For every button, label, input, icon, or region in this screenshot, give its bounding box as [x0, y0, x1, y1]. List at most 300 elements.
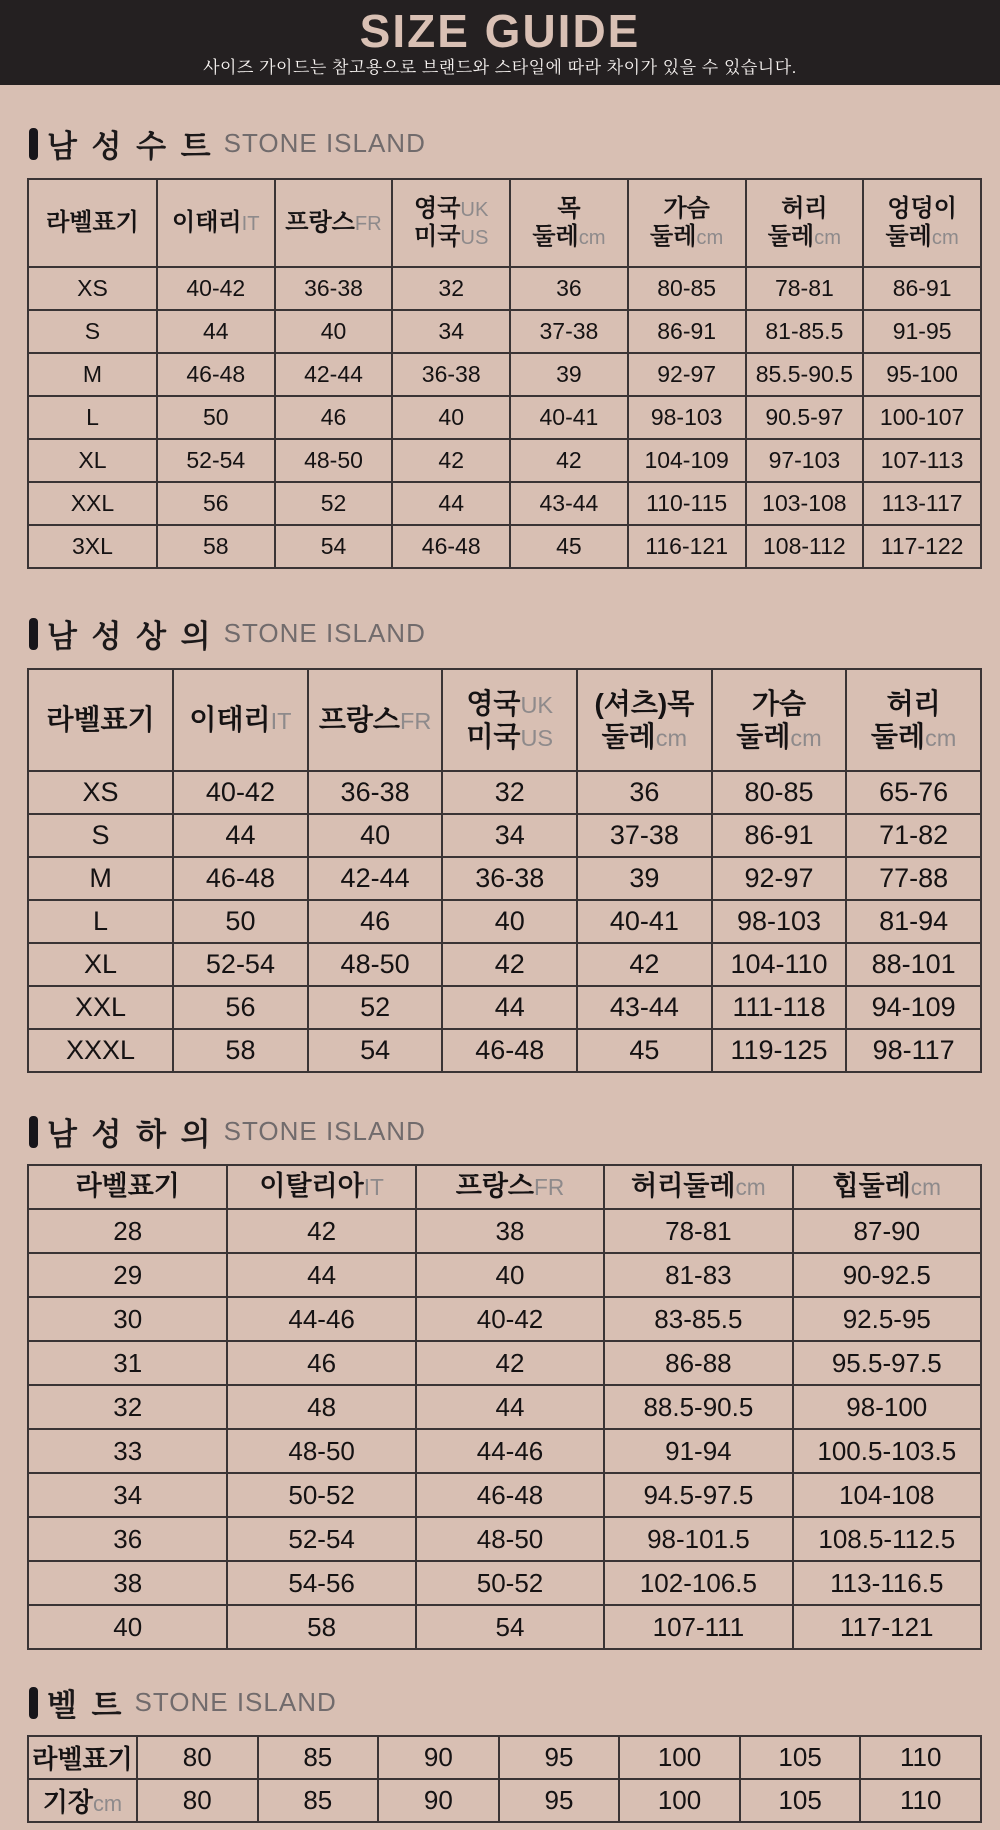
value-cell: 42: [442, 943, 577, 986]
label-cell: XXL: [28, 986, 173, 1029]
table-row: [28, 814, 981, 857]
value-cell: 40: [392, 396, 510, 439]
header-line: [31, 1171, 224, 1203]
value-cell: 40: [275, 310, 393, 353]
value-cell: 111-118: [712, 986, 847, 1029]
section-brand: STONE ISLAND: [223, 128, 426, 158]
header-line: [580, 687, 709, 720]
header-line: [31, 703, 170, 736]
value-cell: 58: [227, 1605, 415, 1649]
value-cell: 77-88: [846, 857, 981, 900]
section-heading: [29, 121, 982, 166]
header-line: [849, 720, 978, 753]
label-cell: 32: [28, 1385, 227, 1429]
header-text: 프랑스: [455, 1171, 535, 1202]
value-cell: 85: [258, 1779, 379, 1822]
value-cell: 40-42: [173, 771, 308, 814]
column-header-cell: [28, 1165, 227, 1209]
value-cell: 94.5-97.5: [604, 1473, 792, 1517]
unit-suffix: UK: [520, 691, 554, 718]
table-header: [28, 669, 981, 771]
section-title: 남 성 상 의: [47, 619, 214, 654]
value-cell: 98-100: [793, 1385, 981, 1429]
table-row: [28, 1561, 981, 1605]
header-line: [796, 1171, 978, 1203]
section-belt: [27, 1680, 982, 1823]
label-cell: 40: [28, 1605, 227, 1649]
table-row: [28, 1779, 981, 1822]
value-cell: 56: [173, 986, 308, 1029]
header-line: [419, 1171, 601, 1203]
column-header-cell: [416, 1165, 604, 1209]
value-cell: 116-121: [628, 525, 746, 568]
value-cell: 44: [157, 310, 275, 353]
header-line: [445, 687, 574, 720]
column-header-cell: [510, 179, 628, 267]
label-cell: 38: [28, 1561, 227, 1605]
table-body: [28, 1209, 981, 1649]
value-cell: 119-125: [712, 1029, 847, 1072]
value-cell: 36-38: [308, 771, 443, 814]
value-cell: 113-117: [863, 482, 981, 525]
value-cell: 78-81: [746, 267, 864, 310]
table-row: [28, 439, 981, 482]
column-header-cell: [28, 669, 173, 771]
header-text: 둘레: [736, 721, 791, 752]
header-text: 프랑스: [285, 208, 355, 236]
value-cell: 105: [740, 1736, 861, 1779]
table-row: [28, 1341, 981, 1385]
value-cell: 90: [378, 1779, 499, 1822]
value-cell: 44: [416, 1385, 604, 1429]
value-cell: 117-121: [793, 1605, 981, 1649]
label-cell: XS: [28, 267, 157, 310]
value-cell: 36-38: [275, 267, 393, 310]
value-cell: 90: [378, 1736, 499, 1779]
header-line: [631, 195, 743, 223]
value-cell: 52-54: [173, 943, 308, 986]
header-text: 라벨표기: [75, 1171, 180, 1202]
value-cell: 46-48: [173, 857, 308, 900]
table-row: [28, 1605, 981, 1649]
header-text: 둘레: [767, 223, 815, 250]
section-heading: [29, 611, 982, 656]
value-cell: 86-91: [712, 814, 847, 857]
header-line: [715, 720, 844, 753]
unit-suffix: IT: [241, 212, 260, 235]
value-cell: 52: [275, 482, 393, 525]
value-cell: 34: [442, 814, 577, 857]
value-cell: 103-108: [746, 482, 864, 525]
value-cell: 91-94: [604, 1429, 792, 1473]
section-title: 남 성 하 의: [47, 1117, 214, 1152]
header-line: [445, 720, 574, 753]
header-line: [513, 195, 625, 223]
table-row: [28, 353, 981, 396]
section-title: 벨 트: [47, 1688, 125, 1723]
header-line: [31, 209, 154, 237]
column-header-cell: [628, 179, 746, 267]
value-cell: 46-48: [416, 1473, 604, 1517]
title-bar-icon: [29, 1687, 38, 1719]
value-cell: 86-91: [863, 267, 981, 310]
value-cell: 50: [157, 396, 275, 439]
value-cell: 86-88: [604, 1341, 792, 1385]
header-text: 가슴: [751, 687, 807, 719]
unit-suffix: US: [520, 725, 554, 751]
table-row: [28, 1029, 981, 1072]
value-cell: 39: [577, 857, 712, 900]
value-cell: 85: [258, 1736, 379, 1779]
column-header-cell: [173, 669, 308, 771]
size-table-belt: [27, 1735, 982, 1823]
header-line: [311, 703, 440, 736]
page-subtitle: 사이즈 가이드는 참고용으로 브랜드와 스타일에 따라 차이가 있을 수 있습니다.: [203, 57, 797, 77]
value-cell: 52: [308, 986, 443, 1029]
value-cell: 110: [860, 1779, 981, 1822]
label-cell: XL: [28, 439, 157, 482]
label-cell: 33: [28, 1429, 227, 1473]
value-cell: 32: [442, 771, 577, 814]
header-text: 허리: [781, 194, 828, 222]
value-cell: 34: [392, 310, 510, 353]
header-text: 미국: [414, 223, 461, 250]
label-cell: L: [28, 900, 173, 943]
row-header-cell: [28, 1736, 137, 1779]
header-text: 영국: [414, 194, 461, 222]
value-cell: 36: [510, 267, 628, 310]
header-row: [28, 1165, 981, 1209]
value-cell: 104-109: [628, 439, 746, 482]
table-body: [28, 1736, 981, 1822]
value-cell: 48: [227, 1385, 415, 1429]
value-cell: 46-48: [442, 1029, 577, 1072]
header-line: [749, 223, 861, 251]
section-heading: [29, 1680, 982, 1725]
table-row: [28, 310, 981, 353]
value-cell: 98-103: [712, 900, 847, 943]
value-cell: 98-117: [846, 1029, 981, 1072]
table-row: [28, 1209, 981, 1253]
section-mens-suit: [27, 121, 982, 569]
table-row: [28, 1517, 981, 1561]
value-cell: 98-103: [628, 396, 746, 439]
value-cell: 44: [442, 986, 577, 1029]
section-brand: STONE ISLAND: [223, 618, 426, 648]
table-row: [28, 482, 981, 525]
label-cell: 29: [28, 1253, 227, 1297]
value-cell: 42: [227, 1209, 415, 1253]
value-cell: 58: [173, 1029, 308, 1072]
value-cell: 36: [577, 771, 712, 814]
value-cell: 117-122: [863, 525, 981, 568]
value-cell: 44: [227, 1253, 415, 1297]
section-mens-top: [27, 611, 982, 1073]
label-cell: 36: [28, 1517, 227, 1561]
value-cell: 97-103: [746, 439, 864, 482]
unit-suffix: cm: [93, 1791, 123, 1816]
section-heading: [29, 1109, 982, 1154]
table-row: [28, 943, 981, 986]
value-cell: 88.5-90.5: [604, 1385, 792, 1429]
section-title: 남 성 수 트: [47, 129, 214, 164]
header-text: 이태리: [189, 704, 271, 736]
unit-suffix: IT: [270, 708, 292, 735]
unit-suffix: FR: [354, 212, 382, 235]
header-text: 둘레: [650, 223, 697, 250]
unit-suffix: cm: [578, 227, 606, 249]
label-cell: XL: [28, 943, 173, 986]
column-header-cell: [442, 669, 577, 771]
header-line: [160, 209, 272, 237]
unit-suffix: cm: [910, 1174, 942, 1201]
unit-suffix: cm: [931, 227, 959, 249]
header-line: [866, 223, 978, 251]
unit-suffix: FR: [534, 1174, 565, 1201]
title-bar-icon: [29, 618, 38, 650]
header-text: 허리: [886, 687, 941, 719]
table-row: [28, 1297, 981, 1341]
header-text: 프랑스: [318, 704, 400, 736]
value-cell: 46: [275, 396, 393, 439]
value-cell: 105: [740, 1779, 861, 1822]
value-cell: 40: [416, 1253, 604, 1297]
value-cell: 54-56: [227, 1561, 415, 1605]
value-cell: 50-52: [227, 1473, 415, 1517]
value-cell: 94-109: [846, 986, 981, 1029]
header-line: [230, 1171, 412, 1203]
value-cell: 65-76: [846, 771, 981, 814]
section-brand: STONE ISLAND: [134, 1687, 337, 1717]
table-row: [28, 1473, 981, 1517]
header-text: 엉덩이: [887, 194, 957, 222]
column-header-cell: [28, 179, 157, 267]
value-cell: 36-38: [442, 857, 577, 900]
table-header: [28, 179, 981, 267]
value-cell: 45: [510, 525, 628, 568]
label-cell: XXL: [28, 482, 157, 525]
table-row: [28, 267, 981, 310]
value-cell: 40-42: [416, 1297, 604, 1341]
value-cell: 100: [619, 1779, 740, 1822]
value-cell: 113-116.5: [793, 1561, 981, 1605]
header-line: [513, 223, 625, 251]
value-cell: 46-48: [392, 525, 510, 568]
table-row: [28, 857, 981, 900]
value-cell: 48-50: [227, 1429, 415, 1473]
value-cell: 42-44: [308, 857, 443, 900]
label-cell: 34: [28, 1473, 227, 1517]
value-cell: 52-54: [157, 439, 275, 482]
value-cell: 40-41: [577, 900, 712, 943]
column-header-cell: [604, 1165, 792, 1209]
value-cell: 48-50: [308, 943, 443, 986]
value-cell: 40-42: [157, 267, 275, 310]
value-cell: 42-44: [275, 353, 393, 396]
table-row: [28, 900, 981, 943]
value-cell: 95.5-97.5: [793, 1341, 981, 1385]
header-text: 라벨표기: [46, 704, 155, 736]
value-cell: 80-85: [628, 267, 746, 310]
header-line: [395, 195, 507, 223]
value-cell: 81-85.5: [746, 310, 864, 353]
header-line: [176, 703, 305, 736]
column-header-cell: [392, 179, 510, 267]
header-text: 미국: [466, 721, 521, 752]
value-cell: 40: [308, 814, 443, 857]
value-cell: 80-85: [712, 771, 847, 814]
unit-suffix: cm: [655, 725, 688, 751]
label-cell: S: [28, 814, 173, 857]
value-cell: 52-54: [227, 1517, 415, 1561]
value-cell: 91-95: [863, 310, 981, 353]
row-header-cell: [28, 1779, 137, 1822]
value-cell: 44: [392, 482, 510, 525]
header-text: 이탈리아: [259, 1171, 364, 1202]
header-text: (셔츠)목: [594, 687, 695, 719]
header-line: [749, 195, 861, 223]
table-row: [28, 1429, 981, 1473]
value-cell: 108.5-112.5: [793, 1517, 981, 1561]
section-brand: STONE ISLAND: [223, 1116, 426, 1146]
value-cell: 43-44: [577, 986, 712, 1029]
value-cell: 54: [275, 525, 393, 568]
value-cell: 92-97: [628, 353, 746, 396]
value-cell: 83-85.5: [604, 1297, 792, 1341]
value-cell: 80: [137, 1736, 258, 1779]
header-line: [631, 223, 743, 251]
value-cell: 95-100: [863, 353, 981, 396]
value-cell: 85.5-90.5: [746, 353, 864, 396]
header-text: 가슴: [663, 194, 710, 222]
title-bar-icon: [29, 1116, 38, 1148]
table-row: [28, 986, 981, 1029]
header-text: 이태리: [172, 208, 242, 236]
header-text: 허리둘레: [631, 1171, 736, 1202]
table-row: [28, 1253, 981, 1297]
header-row: [28, 669, 981, 771]
value-cell: 100: [619, 1736, 740, 1779]
label-cell: XXXL: [28, 1029, 173, 1072]
value-cell: 40: [442, 900, 577, 943]
header-line: [607, 1171, 789, 1203]
value-cell: 102-106.5: [604, 1561, 792, 1605]
header-text: 라벨표기: [32, 1744, 133, 1774]
unit-suffix: IT: [363, 1174, 384, 1201]
column-header-cell: [157, 179, 275, 267]
column-header-cell: [863, 179, 981, 267]
value-cell: 104-108: [793, 1473, 981, 1517]
column-header-cell: [846, 669, 981, 771]
table-row: [28, 1736, 981, 1779]
section-mens-bottom: [27, 1109, 982, 1650]
value-cell: 81-94: [846, 900, 981, 943]
value-cell: 71-82: [846, 814, 981, 857]
column-header-cell: [308, 669, 443, 771]
sections: [0, 121, 1000, 1823]
unit-suffix: cm: [925, 725, 957, 751]
value-cell: 98-101.5: [604, 1517, 792, 1561]
header-text: 기장: [42, 1787, 94, 1817]
label-cell: 31: [28, 1341, 227, 1385]
value-cell: 40-41: [510, 396, 628, 439]
table-row: [28, 396, 981, 439]
value-cell: 58: [157, 525, 275, 568]
value-cell: 110-115: [628, 482, 746, 525]
value-cell: 44: [173, 814, 308, 857]
label-cell: 30: [28, 1297, 227, 1341]
size-table-mens-bottom: [27, 1164, 982, 1650]
value-cell: 56: [157, 482, 275, 525]
header-text: 둘레: [532, 223, 579, 250]
value-cell: 38: [416, 1209, 604, 1253]
value-cell: 36-38: [392, 353, 510, 396]
value-cell: 104-110: [712, 943, 847, 986]
value-cell: 43-44: [510, 482, 628, 525]
value-cell: 92.5-95: [793, 1297, 981, 1341]
label-cell: 3XL: [28, 525, 157, 568]
column-header-cell: [227, 1165, 415, 1209]
column-header-cell: [577, 669, 712, 771]
header-text: 목: [557, 194, 581, 222]
value-cell: 78-81: [604, 1209, 792, 1253]
value-cell: 95: [499, 1779, 620, 1822]
value-cell: 37-38: [577, 814, 712, 857]
value-cell: 90-92.5: [793, 1253, 981, 1297]
value-cell: 48-50: [416, 1517, 604, 1561]
size-table-mens-top: [27, 668, 982, 1073]
unit-suffix: cm: [696, 227, 724, 249]
value-cell: 110: [860, 1736, 981, 1779]
table-row: [28, 525, 981, 568]
value-cell: 42: [577, 943, 712, 986]
value-cell: 46: [227, 1341, 415, 1385]
label-cell: L: [28, 396, 157, 439]
title-bar-icon: [29, 128, 38, 160]
header-line: [580, 720, 709, 753]
value-cell: 92-97: [712, 857, 847, 900]
value-cell: 88-101: [846, 943, 981, 986]
column-header-cell: [793, 1165, 981, 1209]
table-body: [28, 267, 981, 568]
column-header-cell: [712, 669, 847, 771]
label-cell: M: [28, 857, 173, 900]
unit-suffix: US: [460, 227, 489, 249]
label-cell: 28: [28, 1209, 227, 1253]
header-line: [849, 687, 978, 720]
table-row: [28, 771, 981, 814]
label-cell: M: [28, 353, 157, 396]
header-text: 둘레: [885, 223, 932, 250]
value-cell: 45: [577, 1029, 712, 1072]
label-cell: S: [28, 310, 157, 353]
value-cell: 42: [392, 439, 510, 482]
label-cell: XS: [28, 771, 173, 814]
value-cell: 90.5-97: [746, 396, 864, 439]
value-cell: 44-46: [227, 1297, 415, 1341]
unit-suffix: UK: [460, 198, 489, 221]
page-header: [0, 0, 1000, 85]
unit-suffix: cm: [735, 1174, 766, 1201]
value-cell: 100-107: [863, 396, 981, 439]
value-cell: 108-112: [746, 525, 864, 568]
value-cell: 95: [499, 1736, 620, 1779]
value-cell: 54: [308, 1029, 443, 1072]
value-cell: 80: [137, 1779, 258, 1822]
header-line: [395, 223, 507, 251]
header-line: [715, 687, 844, 720]
value-cell: 50-52: [416, 1561, 604, 1605]
